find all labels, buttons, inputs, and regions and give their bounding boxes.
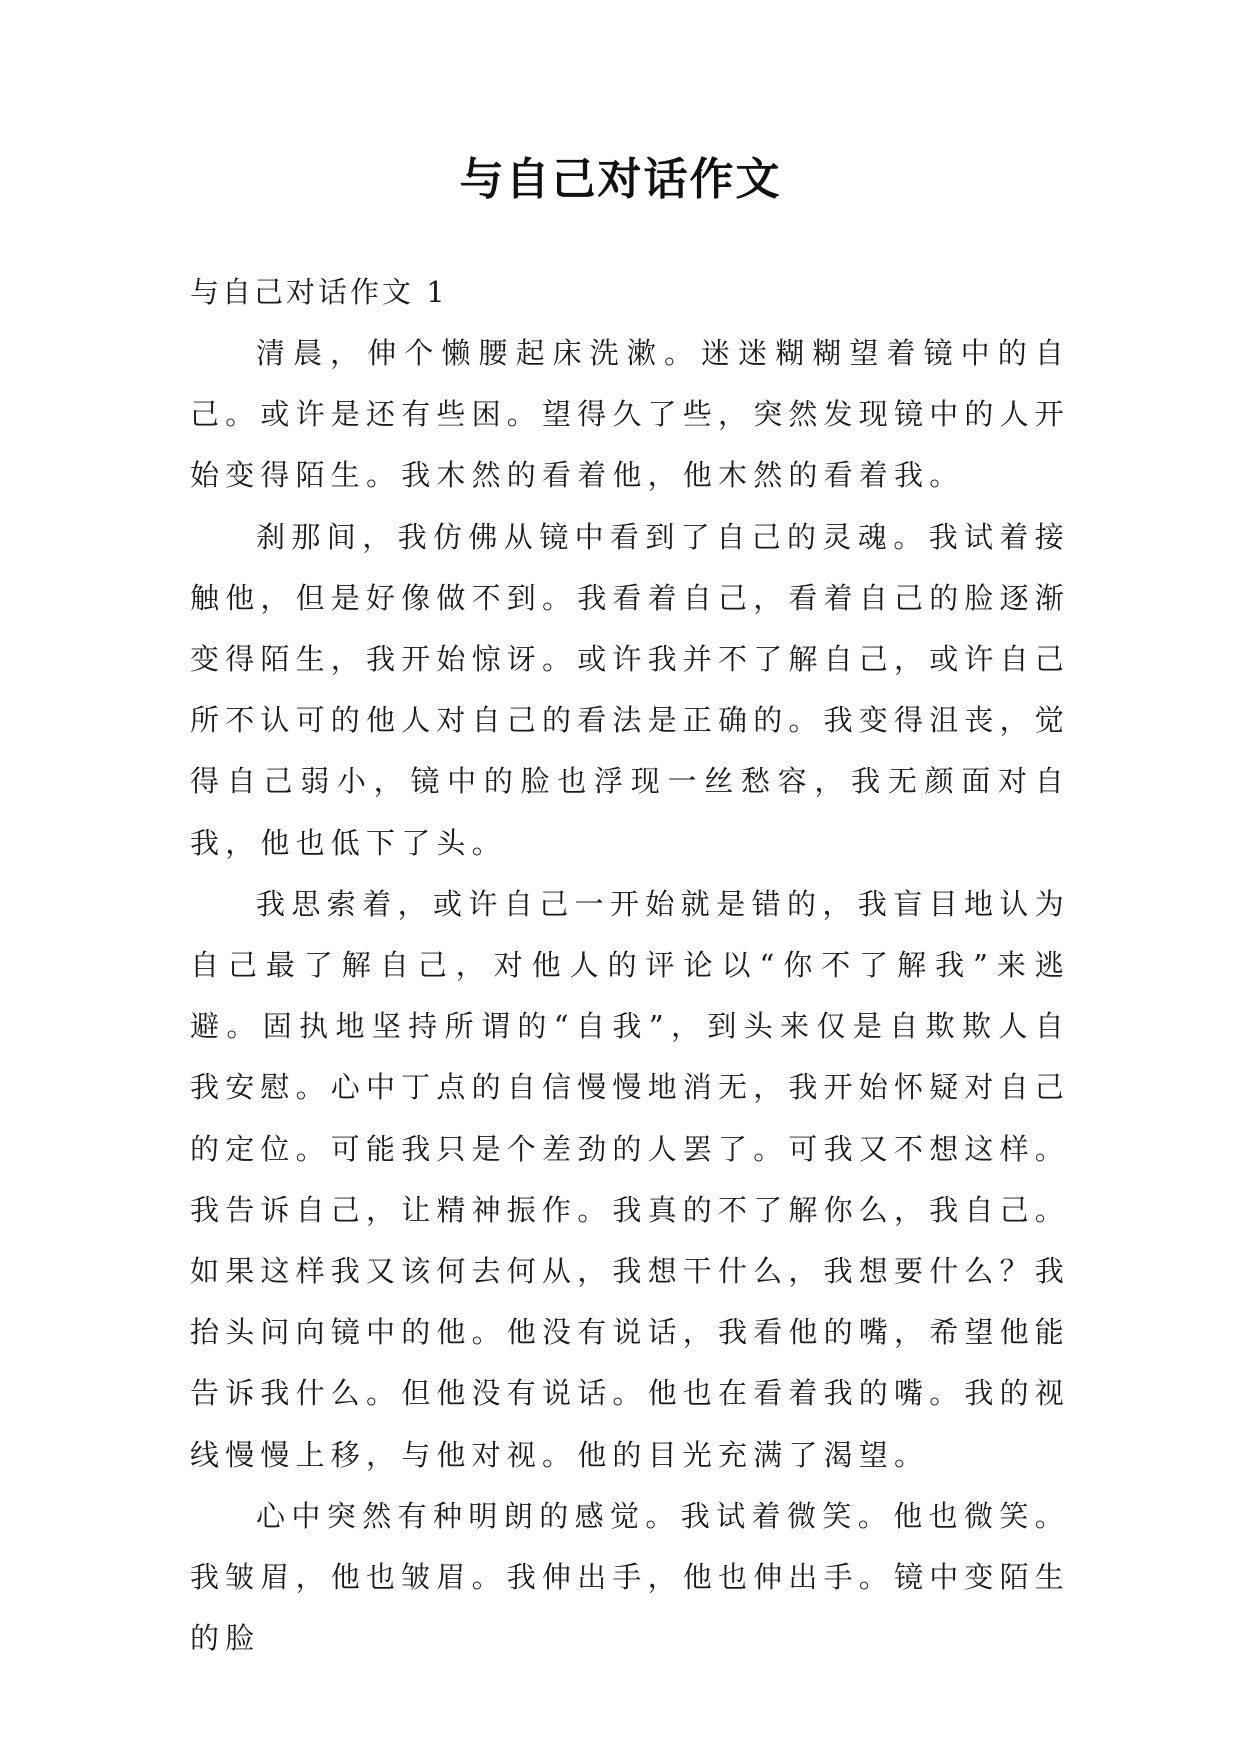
document-title: 与自己对话作文 xyxy=(459,154,782,205)
paragraph-1: 清晨，伸个懒腰起床洗漱。迷迷糊糊望着镜中的自己。或许是还有些困。望得久了些，突然发现镜中的人开始变得陌生。我木然的看着他，他木然的看着我。 xyxy=(190,336,1071,493)
section-heading: 与自己对话作文 1 xyxy=(190,275,448,309)
paragraph-4: 心中突然有种明朗的感觉。我试着微笑。他也微笑。我皱眉，他也皱眉。我伸出手，他也伸出手。镜中变陌生的脸 xyxy=(190,1498,1071,1656)
paragraph-3: 我思索着，或许自己一开始就是错的，我盲目地认为自己最了解自己，对他人的评论以“你不了解我”来逃避。固执地坚持所谓的“自我”，到头来仅是自欺欺人自我安慰。心中丁点的自信慢慢地消无，我开始怀疑对自己的定位。可能我只是个差劲的人罢了。可我又不想这样。我告诉自己，让精神振作。我真的不了解你么，我自己。如果这样我又该何去何从，我想干什么，我想要什么？我抬头问向镜中的他。他没有说话，我看他的嘴，希望他能告诉我什么。但他没有说话。他也在看着我的嘴。我的视线慢慢上移，与他对视。他的目光充满了渴望。 xyxy=(190,886,1071,1472)
paragraph-2: 刹那间，我仿佛从镜中看到了自己的灵魂。我试着接触他，但是好像做不到。我看着自己，看着自己的脸逐渐变得陌生，我开始惊讶。或许我并不了解自己，或许自己所不认可的他人对自己的看法是正确的。我变得沮丧，觉得自己弱小，镜中的脸也浮现一丝愁容，我无颜面对自我，他也低下了头。 xyxy=(190,519,1071,860)
document-body xyxy=(190,262,1070,1669)
